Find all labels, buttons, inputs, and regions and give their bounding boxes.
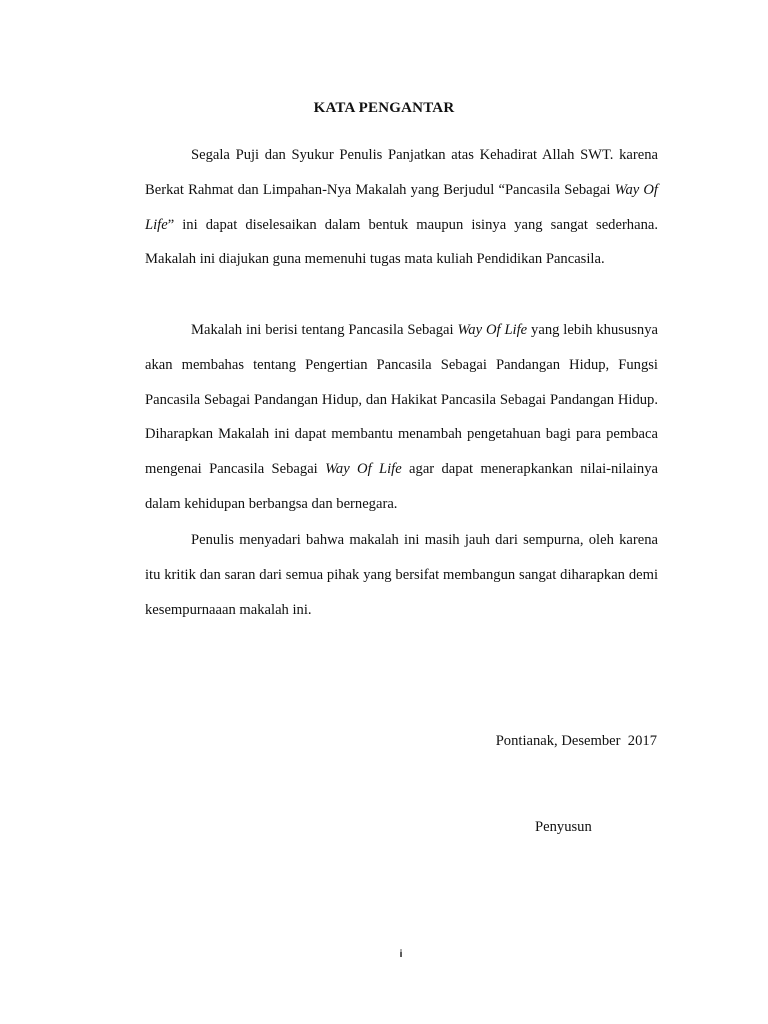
paragraph-3-text-1: Penulis menyadari bahwa makalah ini masih jauh dari sempurna, oleh karena itu kritik dan saran dari semua pihak yang bersifat membangun sangat diharapkan demi kesempurnaaan makalah ini. <box>145 532 658 618</box>
paragraph-1-italic-1: Way Of Life <box>145 181 658 233</box>
page-number: i <box>399 949 403 960</box>
paragraph-2-italic-2: Way Of Life <box>325 461 402 478</box>
closing-author: Penyusun <box>535 819 592 835</box>
paragraph-1-text-1: Segala Puji dan Syukur Penulis Panjatkan atas Kehadirat Allah SWT. karena Berkat Rahmat dan Limpahan-Nya Makalah yang Berjudul “Pancasila Sebagai <box>145 147 658 198</box>
paragraph-2-italic-1: Way Of Life <box>457 322 528 338</box>
paragraph-2-text-1: Makalah ini berisi tentang Pancasila Sebagai <box>191 322 458 338</box>
page-title: KATA PENGANTAR <box>313 100 455 116</box>
paragraph-2-text-2: yang lebih khususnya akan membahas tentang Pengertian Pancasila Sebagai Pandangan Hidup, Fungsi Pancasila Sebagai Pandangan Hidup, dan Hakikat Pancasila Sebagai Pandangan Hidup. Diharapkan Makalah ini dapat membantu menambah pengetahuan bagi para pembaca mengenai Pancasila Sebagai <box>145 322 658 478</box>
paragraph-2 <box>145 313 658 522</box>
paragraph-1 <box>145 138 658 277</box>
closing-place-date: Pontianak, Desember 2017 <box>495 733 657 749</box>
paragraph-3 <box>145 523 658 627</box>
paragraph-1-text-2: ” ini dapat diselesaikan dalam bentuk maupun isinya yang sangat sederhana. Makalah ini diajukan guna memenuhi tugas mata kuliah Pendidikan Pancasila. <box>145 216 658 268</box>
paragraph-2-text-3: agar dapat menerapkankan nilai-nilainya dalam kehidupan berbangsa dan bernegara. <box>145 461 658 512</box>
